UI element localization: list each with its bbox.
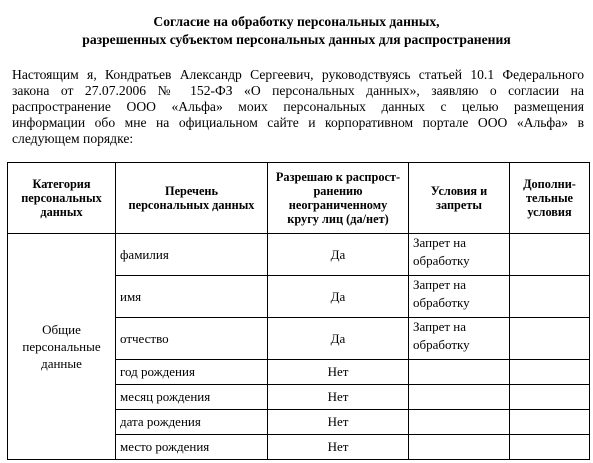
data-item-cell: месяц рождения — [116, 385, 268, 410]
extra-conditions-cell — [510, 318, 590, 360]
permission-cell: Нет — [268, 360, 409, 385]
intro-line-1: Настоящим я, Кондратьев Александр Сергеевич, руководствуясь статьей 10.1 Федерального — [12, 67, 584, 82]
data-item-cell: фамилия — [116, 234, 268, 276]
data-item-cell: год рождения — [116, 360, 268, 385]
data-item-cell: место рождения — [116, 435, 268, 460]
permission-cell: Да — [268, 234, 409, 276]
permission-cell: Да — [268, 318, 409, 360]
permission-cell: Нет — [268, 435, 409, 460]
permission-cell: Нет — [268, 410, 409, 435]
header-permission: Разрешаю к распрост- ранению неограниченному кругу лиц (да/нет) — [268, 163, 409, 234]
extra-conditions-cell — [510, 276, 590, 318]
extra-conditions-cell — [510, 234, 590, 276]
extra-conditions-cell — [510, 385, 590, 410]
conditions-cell — [409, 435, 510, 460]
conditions-cell: Запрет на обработку — [409, 276, 510, 318]
intro-line-2: закона от 27.07.2006 № 152-ФЗ «О персональных данных», заявляю о согласии на — [12, 83, 584, 98]
data-item-cell: отчество — [116, 318, 268, 360]
conditions-cell — [409, 385, 510, 410]
data-item-cell: дата рождения — [116, 410, 268, 435]
data-item-cell: имя — [116, 276, 268, 318]
title-line-2: разрешенных субъектом персональных данных для распространения — [82, 32, 511, 47]
permission-cell: Да — [268, 276, 409, 318]
intro-line-5: следующем порядке: — [12, 131, 134, 146]
table-header-row — [8, 163, 590, 234]
permission-cell: Нет — [268, 385, 409, 410]
title-line-1: Согласие на обработку персональных данных, — [153, 14, 440, 29]
extra-conditions-cell — [510, 410, 590, 435]
header-category: Категория персональных данных — [8, 163, 116, 234]
consent-table — [7, 162, 590, 460]
conditions-cell — [409, 360, 510, 385]
extra-conditions-cell — [510, 435, 590, 460]
header-data-list: Перечень персональных данных — [116, 163, 268, 234]
conditions-cell: Запрет на обработку — [409, 318, 510, 360]
category-cell: Общие персональные данные — [8, 234, 116, 460]
intro-line-3: распространение ООО «Альфа» моих персональных данных с целью размещения — [12, 99, 584, 114]
extra-conditions-cell — [510, 360, 590, 385]
intro-line-4: информации обо мне на официальном сайте и корпоративном портале ООО «Альфа» в — [12, 115, 584, 130]
conditions-cell — [409, 410, 510, 435]
document-title — [0, 13, 593, 49]
conditions-cell: Запрет на обработку — [409, 234, 510, 276]
table-row — [8, 234, 590, 276]
header-conditions: Условия и запреты — [409, 163, 510, 234]
intro-paragraph — [12, 67, 584, 147]
header-extra-conditions: Дополни- тельные условия — [510, 163, 590, 234]
